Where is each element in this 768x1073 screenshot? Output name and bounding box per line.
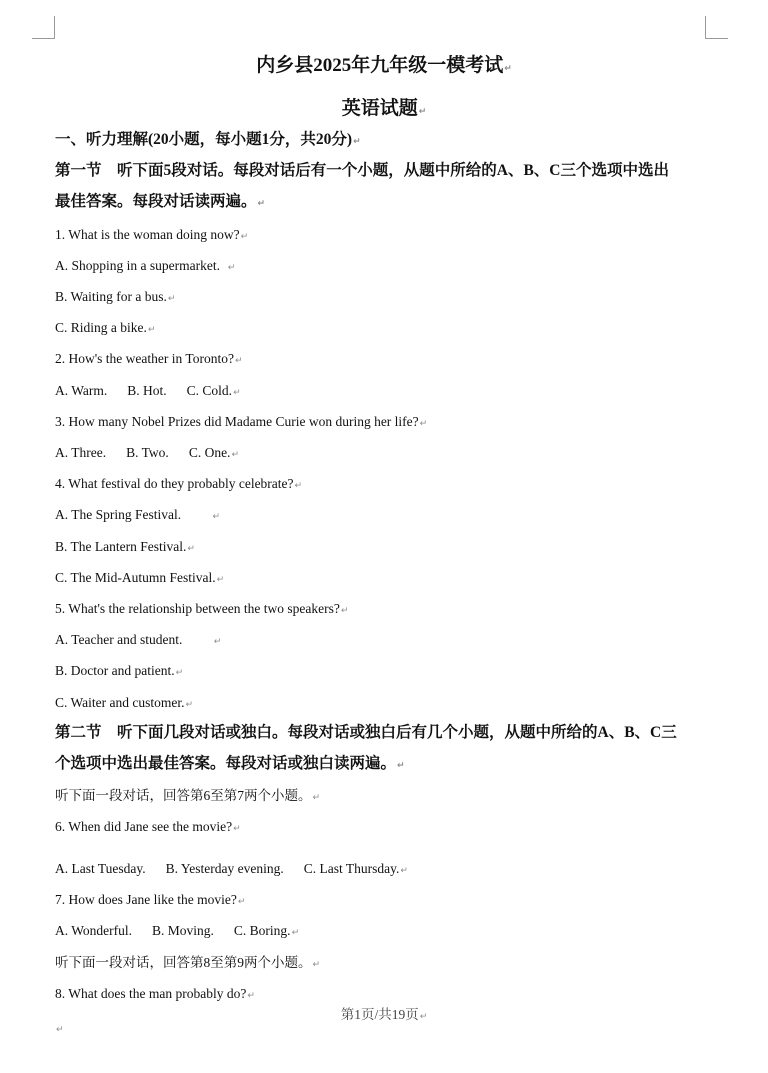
paragraph-mark-icon: ↵ [231,450,239,460]
paragraph-mark-icon: ↵ [185,700,194,710]
question-5-option-b: B. Doctor and patient.↵ [55,663,184,678]
paragraph-mark-icon: ↵ [247,991,255,1001]
option-a: A. Last Tuesday. [55,861,146,876]
paragraph-mark-icon: ↵ [233,824,241,834]
question-8: 8. What does the man probably do?↵ [55,986,255,1001]
paragraph-mark-icon: ↵ [147,325,156,335]
question-6-options [55,860,408,880]
option-c: C. Boring. [233,923,291,938]
question-5-option-a: A. Teacher and student. ↵ [55,632,222,647]
paragraph-mark-icon: ↵ [56,1025,64,1035]
option-b: B. Hot. [127,383,167,398]
question-1-option-a: A. Shopping in a supermarket. ↵ [55,258,236,273]
paragraph-mark-icon: ↵ [234,356,243,366]
paragraph-mark-icon: ↵ [397,761,405,771]
question-5: 5. What's the relationship between the two speakers?↵ [55,601,349,616]
option-a: A. Wonderful. [55,923,133,938]
paragraph-mark-icon: ↵ [418,107,427,117]
option-b: B. Two. [126,445,169,460]
paragraph-mark-icon: ↵ [291,928,300,938]
option-a: A. Three. [55,445,107,460]
section1-instructions-line1: 第一节 听下面5段对话。每段对话后有一个小题，从题中所给的A、B、C三个选项中选出 [55,162,669,179]
paragraph-mark-icon: ↵ [312,960,321,970]
paragraph-mark-icon: ↵ [167,294,176,304]
paragraph-mark-icon: ↵ [212,512,221,522]
question-4-option-c: C. The Mid-Autumn Festival.↵ [55,570,225,585]
paragraph-mark-icon: ↵ [227,263,236,273]
question-5-option-c: C. Waiter and customer.↵ [55,695,194,710]
question-7: 7. How does Jane like the movie?↵ [55,892,246,907]
question-1: 1. What is the woman doing now?↵ [55,227,249,242]
option-c: C. Last Thursday. [303,861,400,876]
question-4-option-b: B. The Lantern Festival.↵ [55,539,195,554]
question-1-option-c: C. Riding a bike.↵ [55,320,156,335]
option-c: C. One. [188,445,231,460]
part1-heading: 一、听力理解(20小题，每小题1分，共20分)↵ [55,131,361,148]
empty-paragraph [55,1019,64,1039]
paragraph-mark-icon: ↵ [340,606,349,616]
paragraph-mark-icon: ↵ [240,232,249,242]
paragraph-mark-icon: ↵ [175,668,184,678]
paragraph-mark-icon: ↵ [400,866,408,876]
exam-title: 内乡县2025年九年级一模考试↵ [256,55,512,76]
section2-instructions-line1: 第二节 听下面几段对话或独白。每段对话或独白后有几个小题，从题中所给的A、B、C三 [55,724,677,741]
question-3: 3. How many Nobel Prizes did Madame Curie won during her life?↵ [55,414,428,429]
paragraph-mark-icon: ↵ [312,793,321,803]
paragraph-mark-icon: ↵ [233,388,241,398]
paragraph-mark-icon: ↵ [216,575,225,585]
paragraph-mark-icon: ↵ [237,897,246,907]
section1-instructions-line2: 最佳答案。每段对话读两遍。↵ [55,193,266,210]
paragraph-mark-icon: ↵ [257,199,266,209]
exam-subtitle: 英语试题↵ [341,98,427,119]
question-1-option-b: B. Waiting for a bus.↵ [55,289,176,304]
option-b: B. Moving. [152,923,214,938]
page-footer: 第1页/共19页↵ [340,1007,428,1022]
option-a: A. Warm. [55,383,108,398]
paragraph-mark-icon: ↵ [213,637,222,647]
question-7-options [55,922,299,942]
crop-mark-top-right [705,16,728,39]
paragraph-mark-icon: ↵ [419,1012,428,1022]
question-4-option-a: A. The Spring Festival. ↵ [55,507,221,522]
section2-instructions-line2: 个选项中选出最佳答案。每段对话或独白读两遍。↵ [55,755,405,772]
question-2: 2. How's the weather in Toronto?↵ [55,351,243,366]
question-6: 6. When did Jane see the movie?↵ [55,819,241,834]
paragraph-mark-icon: ↵ [187,544,195,554]
question-4: 4. What festival do they probably celebrate?↵ [55,476,303,491]
paragraph-mark-icon: ↵ [353,137,361,147]
listening-instruction-q6-q7: 听下面一段对话，回答第6至第7两个小题。↵ [55,788,321,803]
paragraph-mark-icon: ↵ [419,419,428,429]
question-2-options [55,382,241,402]
question-3-options [55,444,239,464]
crop-mark-top-left [32,16,55,39]
option-b: B. Yesterday evening. [165,861,284,876]
paragraph-mark-icon: ↵ [504,64,512,74]
listening-instruction-q8-q9: 听下面一段对话，回答第8至第9两个小题。↵ [55,955,321,970]
option-c: C. Cold. [186,383,233,398]
paragraph-mark-icon: ↵ [294,481,303,491]
